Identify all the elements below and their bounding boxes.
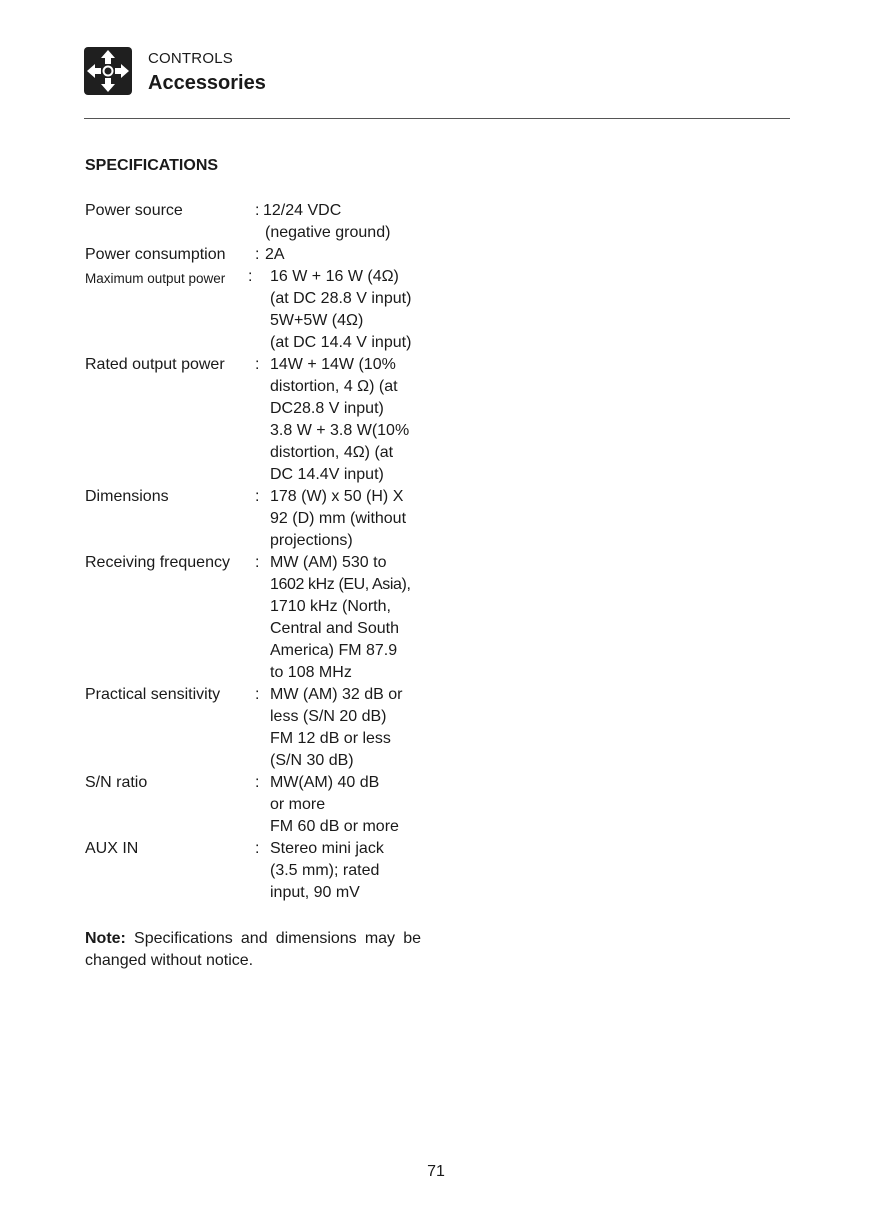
spec-colon: : — [255, 840, 260, 857]
spec-value: or more — [270, 796, 326, 813]
specifications-table — [85, 200, 445, 904]
spec-value: MW (AM) 32 dB or — [270, 686, 403, 703]
spec-row-power-source — [85, 200, 445, 244]
spec-value: (at DC 28.8 V input) — [270, 290, 412, 307]
spec-row-maximum-output-power — [85, 266, 445, 354]
spec-label: Power source — [85, 202, 183, 219]
spec-value: 16 W + 16 W (4Ω) — [270, 268, 399, 285]
spec-value: America) FM 87.9 — [270, 642, 398, 659]
spec-label: AUX IN — [85, 840, 139, 857]
spec-colon: : — [255, 554, 260, 571]
spec-row-sn-ratio — [85, 772, 445, 838]
spec-value: (3.5 mm); rated — [270, 862, 380, 879]
spec-value: FM 60 dB or more — [270, 818, 399, 835]
page-number: 71 — [427, 1163, 445, 1180]
spec-colon: : — [248, 268, 253, 285]
spec-label: Practical sensitivity — [85, 686, 221, 703]
spec-value: FM 12 dB or less — [270, 730, 391, 747]
spec-value: distortion, 4Ω) (at — [270, 444, 394, 461]
spec-colon: : — [255, 774, 260, 791]
specifications-heading: SPECIFICATIONS — [85, 157, 219, 174]
spec-value: to 108 MHz — [270, 664, 352, 681]
spec-label: Dimensions — [85, 488, 169, 505]
spec-value: 1710 kHz (North, — [270, 598, 391, 615]
spec-value: 12/24 VDC — [263, 202, 342, 219]
spec-value: 2A — [265, 246, 285, 263]
spec-colon: : — [255, 356, 260, 373]
spec-value: 92 (D) mm (without — [270, 510, 407, 527]
spec-value: 14W + 14W (10% — [270, 356, 396, 373]
spec-row-dimensions — [85, 486, 445, 552]
spec-value: Stereo mini jack — [270, 840, 384, 857]
spec-row-receiving-frequency — [85, 552, 445, 684]
move-arrows-icon — [84, 47, 132, 95]
spec-row-practical-sensitivity — [85, 684, 445, 772]
spec-value: DC 14.4V input) — [270, 466, 384, 483]
spec-value: (S/N 30 dB) — [270, 752, 354, 769]
spec-label: Receiving frequency — [85, 554, 230, 571]
spec-value: DC28.8 V input) — [270, 400, 384, 417]
section-label: CONTROLS — [148, 50, 233, 67]
spec-label: Rated output power — [85, 356, 225, 373]
spec-value: MW (AM) 530 to — [270, 554, 387, 571]
spec-row-power-consumption — [85, 244, 445, 266]
spec-label: Power consumption — [85, 246, 226, 263]
spec-value: (at DC 14.4 V input) — [270, 334, 412, 351]
spec-value: Central and South — [270, 620, 399, 637]
spec-label: S/N ratio — [85, 774, 148, 791]
spec-row-aux-in — [85, 838, 445, 904]
note-label: Note: — [85, 930, 126, 947]
spec-value: projections) — [270, 532, 353, 549]
spec-label: Maximum output power — [85, 271, 226, 286]
page-title: Accessories — [148, 72, 266, 94]
spec-value: 178 (W) x 50 (H) X — [270, 488, 404, 505]
spec-value: distortion, 4 Ω) (at — [270, 378, 398, 395]
spec-value: 1602 kHz (EU, Asia), — [270, 576, 411, 593]
spec-value: 5W+5W (4Ω) — [270, 312, 364, 329]
spec-value: less (S/N 20 dB) — [270, 708, 387, 725]
spec-value: 3.8 W + 3.8 W(10% — [270, 422, 410, 439]
spec-value: MW(AM) 40 dB — [270, 774, 380, 791]
note-text: Specifications and dimensions may be changed without notice. — [85, 930, 421, 969]
spec-colon: : — [255, 246, 260, 263]
header-divider — [84, 118, 790, 119]
spec-colon: : — [255, 488, 260, 505]
spec-value: (negative ground) — [265, 224, 391, 241]
spec-value: input, 90 mV — [270, 884, 360, 901]
spec-row-rated-output-power — [85, 354, 445, 486]
note-paragraph — [85, 928, 421, 972]
spec-colon: : — [255, 202, 260, 219]
spec-colon: : — [255, 686, 260, 703]
